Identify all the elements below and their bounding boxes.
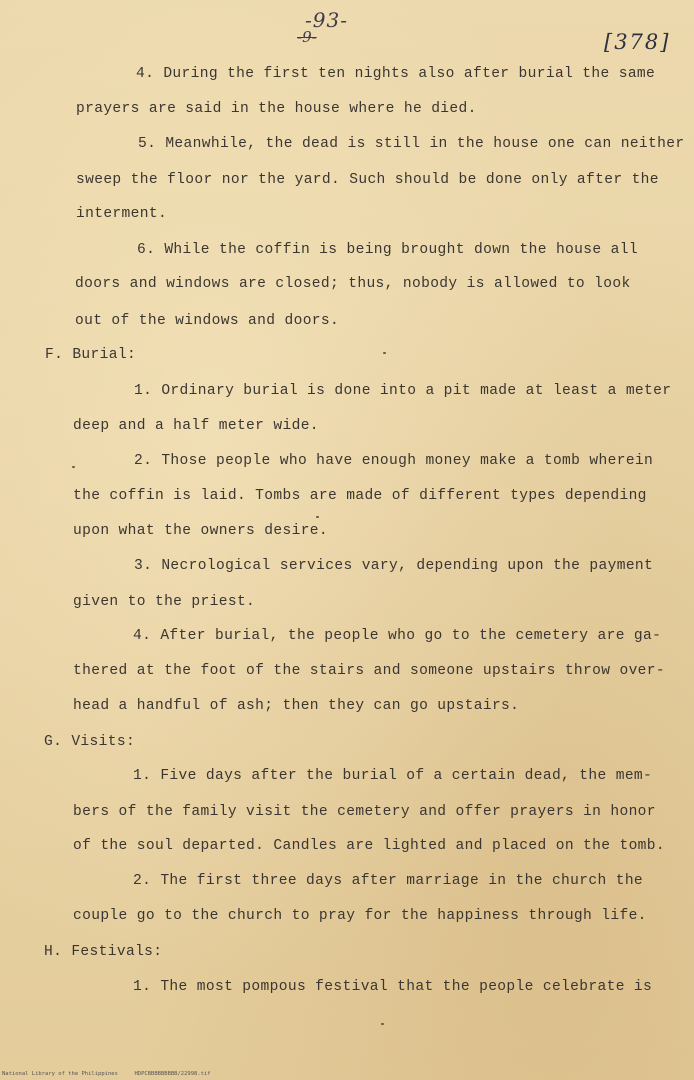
text-line: 3. Necrological services vary, depending upon the payment — [134, 558, 654, 574]
text-line: out of the windows and doors. — [75, 313, 340, 329]
text-line: 4. During the first ten nights also after burial the same — [136, 66, 656, 82]
section-heading-festivals: H. Festivals: — [44, 944, 163, 960]
text-line: 2. Those people who have enough money make a tomb wherein — [134, 453, 654, 469]
text-line: interment. — [76, 206, 168, 222]
text-line: thered at the foot of the stairs and someone upstairs throw over- — [73, 663, 665, 679]
text-line: couple go to the church to pray for the happiness through life. — [73, 908, 647, 924]
text-line: deep and a half meter wide. — [73, 418, 319, 434]
text-line: 2. The first three days after marriage in the church the — [133, 873, 644, 889]
paper-speck — [316, 516, 319, 518]
section-heading-visits: G. Visits: — [44, 734, 136, 750]
text-line: upon what the owners desire. — [73, 523, 329, 539]
text-line: prayers are said in the house where he died. — [76, 101, 477, 117]
text-line: 1. Ordinary burial is done into a pit made at least a meter — [134, 383, 672, 399]
text-line: head a handful of ash; then they can go upstairs. — [73, 698, 520, 714]
text-line: doors and windows are closed; thus, nobody is allowed to look — [75, 276, 631, 292]
text-line: 1. The most pompous festival that the people celebrate is — [133, 979, 653, 995]
page-number: -93- — [305, 8, 348, 32]
text-line: the coffin is laid. Tombs are made of different types depending — [73, 488, 647, 504]
text-line: 6. While the coffin is being brought down the house all — [137, 242, 638, 258]
text-line: 5. Meanwhile, the dead is still in the house one can neither — [138, 136, 685, 152]
folio-number: [378] — [604, 30, 671, 54]
paper-speck — [381, 1023, 384, 1025]
paper-speck — [72, 466, 75, 468]
section-heading-burial: F. Burial: — [45, 347, 137, 363]
struck-page-number: -9- — [297, 28, 317, 46]
text-line: sweep the floor nor the yard. Such should be done only after the — [76, 172, 659, 188]
scan-footer: National Library of the Philippines HDPCBBBBBBBBB/22998.tif — [2, 1071, 211, 1077]
text-line: 1. Five days after the burial of a certain dead, the mem- — [133, 768, 653, 784]
paper-speck — [383, 352, 386, 354]
text-line: bers of the family visit the cemetery and offer prayers in honor — [73, 804, 656, 820]
text-line: 4. After burial, the people who go to the cemetery are ga- — [133, 628, 662, 644]
text-line: given to the priest. — [73, 594, 256, 610]
text-line: of the soul departed. Candles are lighted and placed on the tomb. — [73, 838, 665, 854]
